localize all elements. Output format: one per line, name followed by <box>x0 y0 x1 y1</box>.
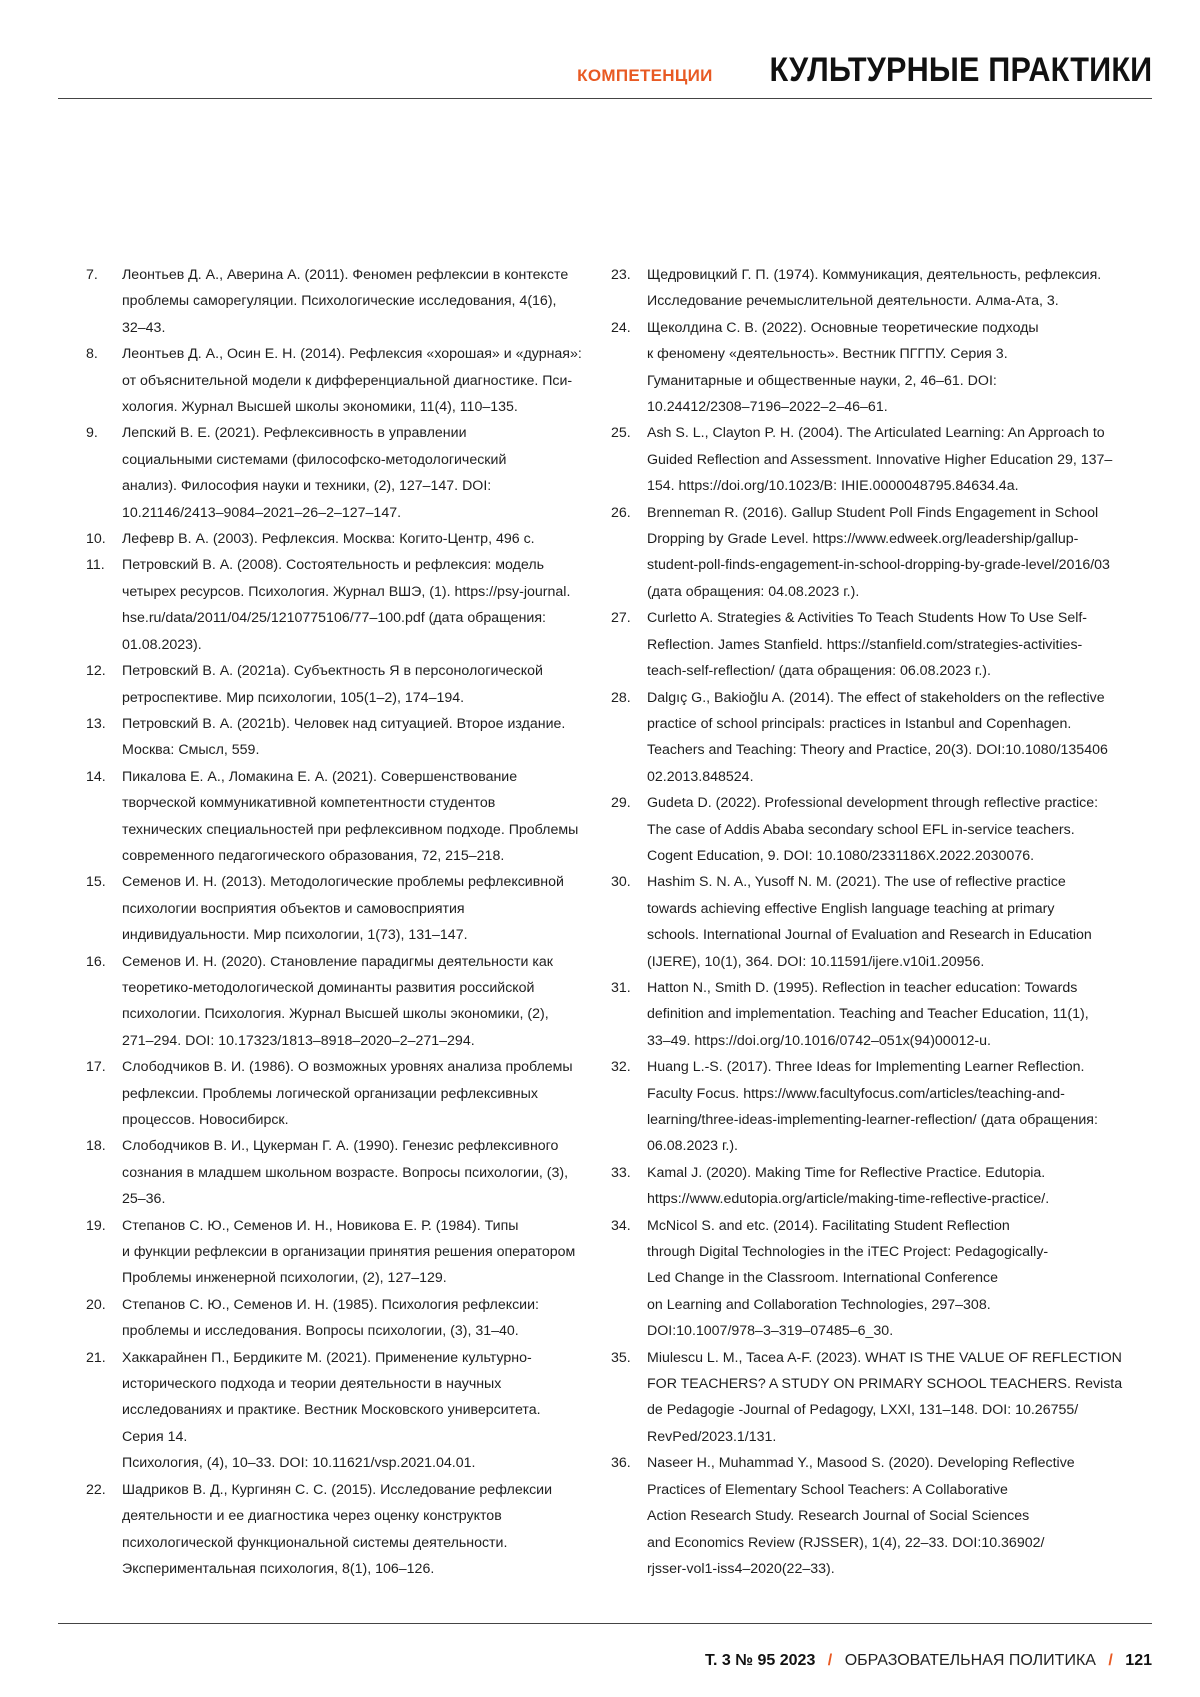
slash-separator-icon: / <box>1108 1652 1112 1669</box>
reference-item <box>611 975 1123 1054</box>
reference-item <box>611 605 1123 684</box>
reference-item <box>86 341 600 420</box>
reference-number: 13. <box>86 711 122 764</box>
page-title: КУЛЬТУРНЫЕ ПРАКТИКИ <box>769 51 1152 90</box>
reference-item <box>86 1133 600 1212</box>
reference-text: Kamal J. (2020). Making Time for Reflective Practice. Edutopia. https://www.edutopia.org/article/making-time-reflective-practice/. <box>647 1160 1123 1213</box>
reference-number: 16. <box>86 949 122 1055</box>
page-number: 121 <box>1125 1652 1152 1669</box>
reference-text: Naseer H., Muhammad Y., Masood S. (2020). Developing Reflective Practices of Elementary School Teachers: A Collaborative Action Research Study. Research Journal of Social Sciences and Economics Review (RJSSER), 1(4), 22–33. DOI:10.36902/ rjsser-vol1-iss4–2020(22–33). <box>647 1450 1123 1582</box>
reference-number: 17. <box>86 1054 122 1133</box>
reference-text: Леонтьев Д. А., Осин Е. Н. (2014). Рефлексия «хорошая» и «дурная»: от объяснительной модели к дифференциальной диагностике. Пси- хология. Журнал Высшей школы экономики, 11(4), 110–135. <box>122 341 600 420</box>
reference-number: 25. <box>611 420 647 499</box>
reference-text: Слободчиков В. И., Цукерман Г. А. (1990). Генезис рефлексивного сознания в младшем школьном возрасте. Вопросы психологии, (3), 25–36. <box>122 1133 600 1212</box>
reference-number: 24. <box>611 315 647 421</box>
reference-item <box>611 1345 1123 1451</box>
reference-text: Huang L.-S. (2017). Three Ideas for Implementing Learner Reflection. Faculty Focus. https://www.facultyfocus.com/articles/teaching-and- learning/three-ideas-implementing-learner-reflection/ (дата обращения: 06.08.2023 г.). <box>647 1054 1123 1160</box>
header-titles <box>577 51 1152 90</box>
reference-text: Хаккарайнен П., Бердиките М. (2021). Применение культурно- исторического подхода и теории деятельности в научных исследованиях и практике. Вестник Московского университета. Серия 14. Психология, (4), 10–33. DOI: 10.11621/vsp.2021.04.01. <box>122 1345 600 1477</box>
reference-text: Brenneman R. (2016). Gallup Student Poll Finds Engagement in School Dropping by Grade Level. https://www.edweek.org/leadership/gallup- student-poll-finds-engagement-in-school-dropping-by-grade-level/2016/03 (дата обращения: 04.08.2023 г.). <box>647 500 1123 606</box>
reference-item <box>611 790 1123 869</box>
section-label: КОМПЕТЕНЦИИ <box>577 66 712 85</box>
reference-number: 35. <box>611 1345 647 1451</box>
reference-item <box>611 1160 1123 1213</box>
reference-text: Степанов С. Ю., Семенов И. Н. (1985). Психология рефлексии: проблемы и исследования. Вопросы психологии, (3), 31–40. <box>122 1292 600 1345</box>
reference-number: 22. <box>86 1477 122 1583</box>
reference-item <box>611 262 1123 315</box>
reference-text: Щеколдина С. В. (2022). Основные теоретические подходы к феномену «деятельность». Вестник ПГГПУ. Серия 3. Гуманитарные и общественные науки, 2, 46–61. DOI: 10.24412/2308–7196–2022–2–46–61. <box>647 315 1123 421</box>
reference-number: 9. <box>86 420 122 526</box>
reference-item <box>86 658 600 711</box>
reference-item <box>611 1054 1123 1160</box>
reference-text: Curletto A. Strategies & Activities To Teach Students How To Use Self- Reflection. James Stanfield. https://stanfield.com/strategies-activities- teach-self-reflection/ (дата обращения: 06.08.2023 г.). <box>647 605 1123 684</box>
reference-item <box>86 1477 600 1583</box>
reference-number: 19. <box>86 1213 122 1292</box>
reference-number: 11. <box>86 552 122 658</box>
reference-text: Леонтьев Д. А., Аверина А. (2011). Феномен рефлексии в контексте проблемы саморегуляции. Психологические исследования, 4(16), 32–43. <box>122 262 600 341</box>
reference-number: 30. <box>611 869 647 975</box>
reference-item <box>611 500 1123 606</box>
reference-number: 28. <box>611 685 647 791</box>
reference-number: 7. <box>86 262 122 341</box>
reference-number: 10. <box>86 526 122 552</box>
reference-text: Пикалова Е. А., Ломакина Е. А. (2021). Совершенствование творческой коммуникативной компетентности студентов технических специальностей при рефлексивном подходе. Проблемы современного педагогического образования, 72, 215–218. <box>122 764 600 870</box>
references-right-column <box>611 262 1123 1582</box>
slash-separator-icon: / <box>828 1652 832 1669</box>
page-header <box>58 50 1152 99</box>
reference-text: Hatton N., Smith D. (1995). Reflection in teacher education: Towards definition and implementation. Teaching and Teacher Education, 11(1), 33–49. https://doi.org/10.1016/0742–051x(94)00012-u. <box>647 975 1123 1054</box>
reference-text: Шадриков В. Д., Кургинян С. С. (2015). Исследование рефлексии деятельности и ее диагностика через оценку конструктов психологической функциональной системы деятельности. Экспериментальная психология, 8(1), 106–126. <box>122 1477 600 1583</box>
reference-item <box>611 685 1123 791</box>
reference-number: 26. <box>611 500 647 606</box>
reference-number: 31. <box>611 975 647 1054</box>
reference-text: Слободчиков В. И. (1986). О возможных уровнях анализа проблемы рефлексии. Проблемы логической организации рефлексивных процессов. Новосибирск. <box>122 1054 600 1133</box>
page-footer <box>705 1652 1152 1670</box>
reference-text: Лефевр В. А. (2003). Рефлексия. Москва: Когито-Центр, 496 с. <box>122 526 600 552</box>
reference-number: 20. <box>86 1292 122 1345</box>
reference-item <box>86 949 600 1055</box>
reference-text: Dalgıç G., Bakioğlu A. (2014). The effect of stakeholders on the reflective practice of school principals: practices in Istanbul and Copenhagen. Teachers and Teaching: Theory and Practice, 20(3). DOI:10.1080/135406 02.2013.848524. <box>647 685 1123 791</box>
reference-number: 12. <box>86 658 122 711</box>
reference-number: 36. <box>611 1450 647 1582</box>
reference-text: Петровский В. А. (2008). Состоятельность и рефлексия: модель четырех ресурсов. Психология. Журнал ВШЭ, (1). https://psy-journal. hse.ru/data/2011/04/25/1210775106/77–100.pdf (дата обращения: 01.08.2023). <box>122 552 600 658</box>
reference-number: 29. <box>611 790 647 869</box>
reference-item <box>86 526 600 552</box>
reference-number: 21. <box>86 1345 122 1477</box>
reference-number: 23. <box>611 262 647 315</box>
reference-item <box>611 315 1123 421</box>
reference-item <box>86 1292 600 1345</box>
journal-name: ОБРАЗОВАТЕЛЬНАЯ ПОЛИТИКА <box>845 1652 1096 1669</box>
references-left-column <box>86 262 600 1582</box>
reference-text: Семенов И. Н. (2013). Методологические проблемы рефлексивной психологии восприятия объектов и самовосприятия индивидуальности. Мир психологии, 1(73), 131–147. <box>122 869 600 948</box>
reference-text: Степанов С. Ю., Семенов И. Н., Новикова Е. Р. (1984). Типы и функции рефлексии в организации принятия решения оператором Проблемы инженерной психологии, (2), 127–129. <box>122 1213 600 1292</box>
reference-number: 27. <box>611 605 647 684</box>
reference-item <box>86 552 600 658</box>
reference-item <box>86 869 600 948</box>
reference-text: Gudeta D. (2022). Professional development through reflective practice: The case of Addis Ababa secondary school EFL in-service teachers. Cogent Education, 9. DOI: 10.1080/2331186X.2022.2030076. <box>647 790 1123 869</box>
reference-number: 14. <box>86 764 122 870</box>
reference-number: 8. <box>86 341 122 420</box>
reference-item <box>611 1213 1123 1345</box>
reference-number: 15. <box>86 869 122 948</box>
reference-text: Петровский В. А. (2021b). Человек над ситуацией. Второе издание. Москва: Смысл, 559. <box>122 711 600 764</box>
reference-item <box>86 1345 600 1477</box>
reference-item <box>611 420 1123 499</box>
issue-info: Т. 3 № 95 2023 <box>705 1652 815 1669</box>
reference-text: Щедровицкий Г. П. (1974). Коммуникация, деятельность, рефлексия. Исследование речемыслительной деятельности. Алма-Ата, 3. <box>647 262 1123 315</box>
reference-number: 33. <box>611 1160 647 1213</box>
reference-text: Лепский В. Е. (2021). Рефлексивность в управлении социальными системами (философско-методологический анализ). Философия науки и техники, (2), 127–147. DOI: 10.21146/2413–9084–2021–26–2–127–147. <box>122 420 600 526</box>
reference-text: McNicol S. and etc. (2014). Facilitating Student Reflection through Digital Technologies in the iTEC Project: Pedagogically- Led Change in the Classroom. International Conference on Learning and Collaboration Technologies, 297–308. DOI:10.1007/978–3–319–07485–6_30. <box>647 1213 1123 1345</box>
reference-number: 18. <box>86 1133 122 1212</box>
footer-divider <box>58 1623 1152 1624</box>
reference-number: 34. <box>611 1213 647 1345</box>
reference-item <box>86 1054 600 1133</box>
reference-item <box>86 420 600 526</box>
reference-text: Ash S. L., Clayton P. H. (2004). The Articulated Learning: An Approach to Guided Reflection and Assessment. Innovative Higher Education 29, 137– 154. https://doi.org/10.1023/B: IHIE.0000048795.84634.4a. <box>647 420 1123 499</box>
reference-number: 32. <box>611 1054 647 1160</box>
reference-item <box>86 711 600 764</box>
reference-text: Петровский В. А. (2021a). Субъектность Я в персонологической ретроспективе. Мир психологии, 105(1–2), 174–194. <box>122 658 600 711</box>
reference-item <box>611 869 1123 975</box>
reference-text: Семенов И. Н. (2020). Становление парадигмы деятельности как теоретико-методологической доминанты развития российской психологии. Психология. Журнал Высшей школы экономики, (2), 271–294. DOI: 10.17323/1813–8918–2020–2–271–294. <box>122 949 600 1055</box>
reference-item <box>86 262 600 341</box>
reference-text: Hashim S. N. A., Yusoff N. M. (2021). The use of reflective practice towards achieving effective English language teaching at primary schools. International Journal of Evaluation and Research in Education (IJERE), 10(1), 364. DOI: 10.11591/ijere.v10i1.20956. <box>647 869 1123 975</box>
reference-item <box>86 1213 600 1292</box>
reference-item <box>611 1450 1123 1582</box>
reference-text: Miulescu L. M., Tacea A-F. (2023). WHAT IS THE VALUE OF REFLECTION FOR TEACHERS? A STUDY ON PRIMARY SCHOOL TEACHERS. Revista de Pedagogie -Journal of Pedagogy, LXXI, 131–148. DOI: 10.26755/ RevPed/2023.1/131. <box>647 1345 1123 1451</box>
reference-item <box>86 764 600 870</box>
